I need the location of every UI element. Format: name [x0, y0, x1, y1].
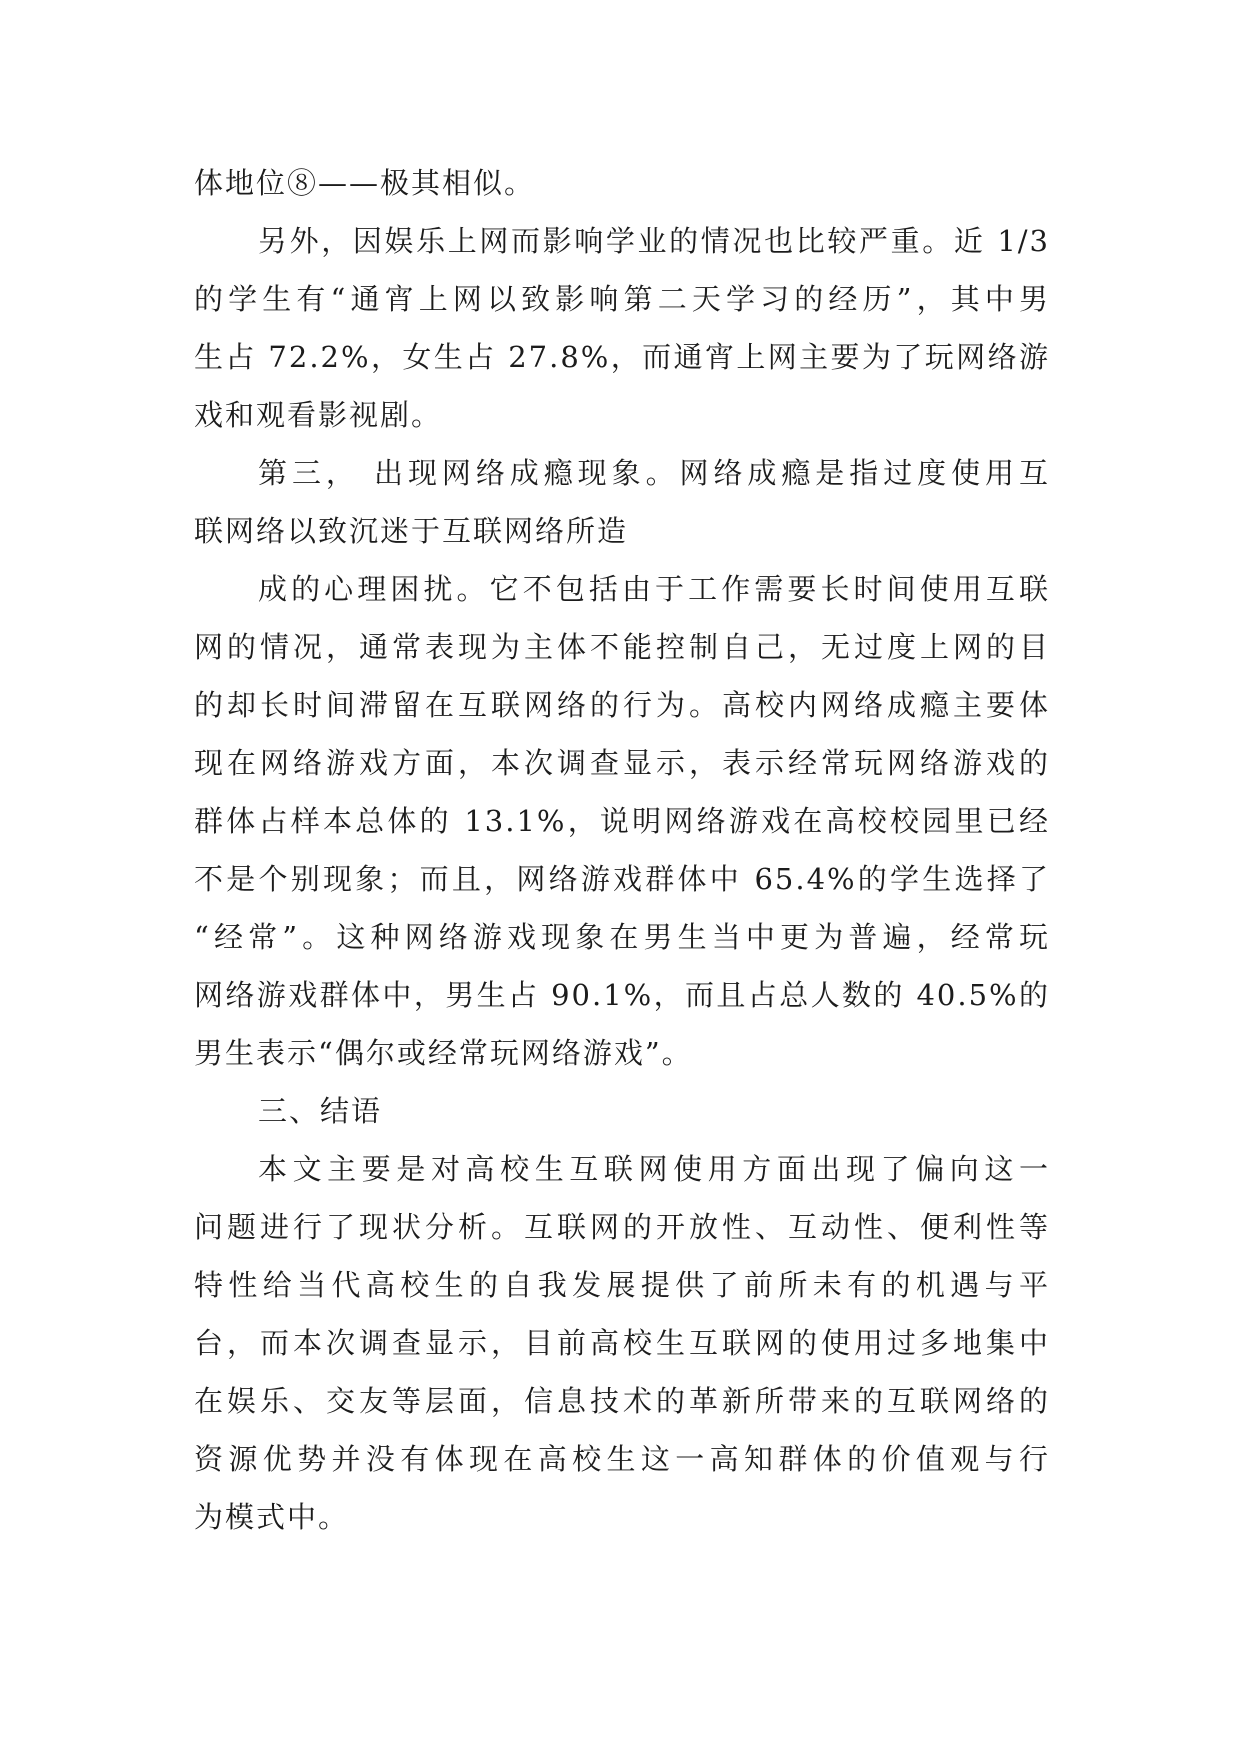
paragraph-line: 网络游戏群体中，男生占 90.1%，而且占总人数的 40.5%的: [194, 978, 1050, 1012]
paragraph-line: 不是个别现象；而且，网络游戏群体中 65.4%的学生选择了: [194, 862, 1050, 896]
paragraph-line: 问题进行了现状分析。互联网的开放性、互动性、便利性等: [194, 1210, 1050, 1244]
paragraph-line: 男生表示“偶尔或经常玩网络游戏”。: [194, 1036, 693, 1070]
paragraph-line: 台，而本次调查显示，目前高校生互联网的使用过多地集中: [194, 1326, 1050, 1360]
paragraph-line: 网的情况，通常表现为主体不能控制自己，无过度上网的目: [194, 630, 1050, 664]
paragraph-line: 第三， 出现网络成瘾现象。网络成瘾是指过度使用互: [258, 456, 1050, 490]
paragraph-line: 体地位⑧——极其相似。: [194, 166, 536, 200]
paragraph-line: 特性给当代高校生的自我发展提供了前所未有的机遇与平: [194, 1268, 1050, 1302]
body-text: [194, 154, 1050, 1546]
paragraph-line: 成的心理困扰。它不包括由于工作需要长时间使用互联: [258, 572, 1050, 606]
paragraph-line: 戏和观看影视剧。: [194, 398, 443, 432]
paragraph-line: 为模式中。: [194, 1500, 350, 1534]
paragraph-line: 的却长时间滞留在互联网络的行为。高校内网络成瘾主要体: [194, 688, 1050, 722]
paragraph-line: 的学生有“通宵上网以致影响第二天学习的经历”，其中男: [194, 282, 1050, 316]
paragraph-line: 资源优势并没有体现在高校生这一高知群体的价值观与行: [194, 1442, 1050, 1476]
section-heading: 三、结语: [258, 1094, 383, 1128]
paragraph-line: “经常”。这种网络游戏现象在男生当中更为普遍，经常玩: [194, 920, 1050, 954]
paragraph-line: 生占 72.2%，女生占 27.8%，而通宵上网主要为了玩网络游: [194, 340, 1050, 374]
paragraph-line: 另外，因娱乐上网而影响学业的情况也比较严重。近 1/3: [258, 224, 1050, 258]
paragraph-line: 在娱乐、交友等层面，信息技术的革新所带来的互联网络的: [194, 1384, 1050, 1418]
paragraph-line: 现在网络游戏方面，本次调查显示，表示经常玩网络游戏的: [194, 746, 1050, 780]
paragraph-line: 群体占样本总体的 13.1%，说明网络游戏在高校校园里已经: [194, 804, 1050, 838]
paragraph-line: 本文主要是对高校生互联网使用方面出现了偏向这一: [258, 1152, 1050, 1186]
paragraph-line: 联网络以致沉迷于互联网络所造: [194, 514, 629, 548]
